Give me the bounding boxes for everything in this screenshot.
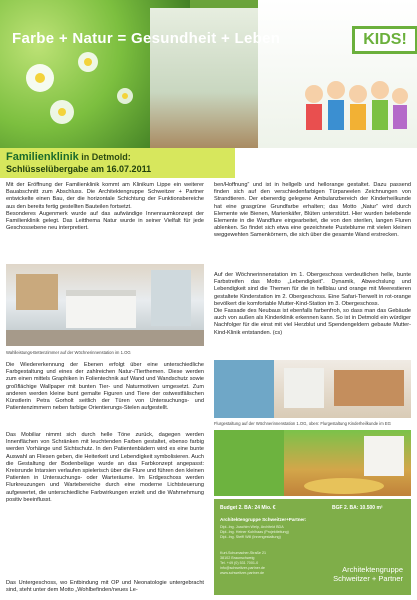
clinic-location: in Detmold: (78, 152, 131, 162)
col1-end-text: Das Untergeschoss, wo Entbindung mit OP und Neonatologie untergebracht sind, steht unter dem Motto „Wohlbefinden/neues Le- (6, 580, 204, 594)
cartoon-kids-icon (300, 60, 412, 146)
address-line: Kurt-Schumacher-Straße 21 (220, 551, 267, 555)
project-info-box (214, 499, 411, 595)
col1-low-text: Das Mobiliar nimmt sich durch helle Töne zurück, dagegen werden Innenflächen von Schränken mit leuchtenden Farben gestaltet, ebenso farbig werden Vorhänge und Sichtschutz. In den Patientenbädern wird es eine bunte Auswahl an Fliesen geben, die Heiterkeit und Lebendigkeit symbolisieren. Auch die Gestaltung der Bodenbeläge wurde an das Farbkonzept angepasst: Kreisrunde Intarsien verlaufen spielerisch über die Flure und führen den kleinen Patienten in Untersuchungs- oder Warteräume. Im Erdgeschoss werden Flurkreuzungen und Wartebereiche durch eine moderne Lichtsteuerung aufgewertet, die unterschiedliche Farbwirkungen erzielt und die Wahrnehmung positiv beeinflusst. (6, 432, 204, 503)
ward-corridor-image-icon (214, 360, 411, 418)
hero-title: Farbe + Natur = Gesundheit + Leben (12, 30, 281, 47)
col1-mid-text: Die Wiedererkennung der Ebenen erfolgt über eine unterschiedliche Farbgestaltung und eines der zahlreichen Natur-/Tierthemen. Diese werden zum einen mittels Graphiken in Folientechnik auf Wand und Wandschutz sowie großflächige Wallpaper mit bunten Tier- und Naturmotiven umgesetzt. Zum anderen werden kleine bunt gemalte Figuren und Tiere der ostwestfälischen Künstlerin Petra Gorholt seitlich der Türen von Untersuchungs- und Patientenzimmern neben farbige Orientierungs-Stelen aufgestellt. (6, 362, 204, 412)
address-line[interactable]: info@schweitzer-partner.de (220, 566, 265, 570)
patient-room-image-icon (6, 264, 204, 346)
address-line: 38102 Braunschweig (220, 556, 255, 560)
photo2-caption: Flurgestaltung auf der Wöchnerinnenstation 1.OG, oben: Flurgestaltung Kinderheilkunde im EG (214, 421, 391, 426)
address-block (220, 551, 266, 576)
address-line[interactable]: www.schweitzer-partner.de (220, 571, 265, 575)
handover-date: Schlüsselübergabe am 16.07.2011 (6, 164, 152, 174)
photo1-caption: Wahlleistungs-Bettenzimmer auf der Wöchnerinnenstation im 1.OG (6, 350, 131, 355)
kids-badge: KIDS! (352, 26, 417, 54)
hero-banner (0, 0, 417, 148)
firm-brand-line2: Schweitzer + Partner (333, 574, 403, 583)
team-member: Dipl.-Ing. Joachim Welp, Architekt BDA (220, 525, 284, 529)
address-line: Tel. +49 (0) 531 7001-0 (220, 561, 259, 565)
clinic-brand: Familienklinik (6, 151, 79, 163)
corridor-photo-bottom (214, 430, 411, 496)
firm-brand (333, 565, 403, 583)
budget-label: Budget 2. BA: 24 Mio. € (220, 505, 276, 511)
room-photo (6, 264, 204, 346)
pediatrics-corridor-image-icon (214, 430, 411, 496)
bgf-label: BGF 2. BA: 10.500 m² (332, 505, 383, 511)
team-member: Dipl.-Ing. Steffi Will (Innengestaltung) (220, 535, 281, 539)
col1-intro-text: Mit der Eröffnung der Familienklinik kommt am Klinikum Lippe ein weiterer Bauabschnitt zum Abschluss. Die Architektengruppe Schweitzer + Partner entwickelte einen Bau, der die horizontale Schichtung der Funktionsbereiche aus den bereits fertig gestellten Bauteilen fortsetzt. Besonderes Augenmerk wurde auf das aufwändige Innenraumkonzept der Familienklinik gelegt. Das Leitthema Natur wurde in seiner Vielfalt für jede Geschossebene neu interpretiert. (6, 182, 204, 232)
col2-mid-text: Auf der Wöchnerinnenstation im 1. Obergeschoss verdeutlichen helle, bunte Farbstreifen das Motto „Lebendigkeit“. Dynamik, Abwechslung und Lebendigkeit sind die Themen für die in hellblau und orange mit Meerestieren gestaltete Kinderstation im 2. Obergeschoss. Eine Safari-Tierwelt in rot-orange bevölkert die komfortable Mutter-Kind-Station im 3. Obergeschoss. Die Fassade des Neubaus ist ebenfalls farbenfroh, so dass man das Gebäude auch von außen als Kinderklinik erkennen kann. So ist in Detmold ein würdiger Nachfolger für die einst mit viel Herzblut und Spendengeldern gebaute Mutter-Kind-Klinik entstanden. (cs) (214, 272, 411, 336)
team-member: Dipl.-Ing. Heiner Kohlhaas (Projektleitung) (220, 530, 289, 534)
article-subheader (0, 148, 235, 178)
corridor-photo (150, 8, 260, 148)
team-list (220, 525, 289, 540)
firm-brand-line1: Architektengruppe (342, 565, 403, 574)
col2-top-text: ben/Hoffnung“ und ist in hellgelb und hellorange gestaltet. Dazu passend finden sich auf den verschiedenfarbigen Türpaneelen Zeichnungen von Strandtieren. Der ebenerdig gelegene Ambulanzbereich der Kinderheilkunde hat eine grasgrüne Grundfarbe erhalten; das Motto „Natur“ wird durch Elemente wie Bienen, Marienkäfer, Blüten unterstützt. Hier wurden belebende Elemente in die Wandflure eingearbeitet, die von den sterilen, langen Fluren ablenken. So findet sich etwa eine gezeichnete Pusteblume mit vielen kleinen weggewehten Samenkörnern, die sich über die gesamte Wand erstrecken. (214, 182, 411, 239)
team-title: Architektengruppe Schweitzer+Partner: (220, 517, 307, 522)
corridor-photo-top (214, 360, 411, 418)
